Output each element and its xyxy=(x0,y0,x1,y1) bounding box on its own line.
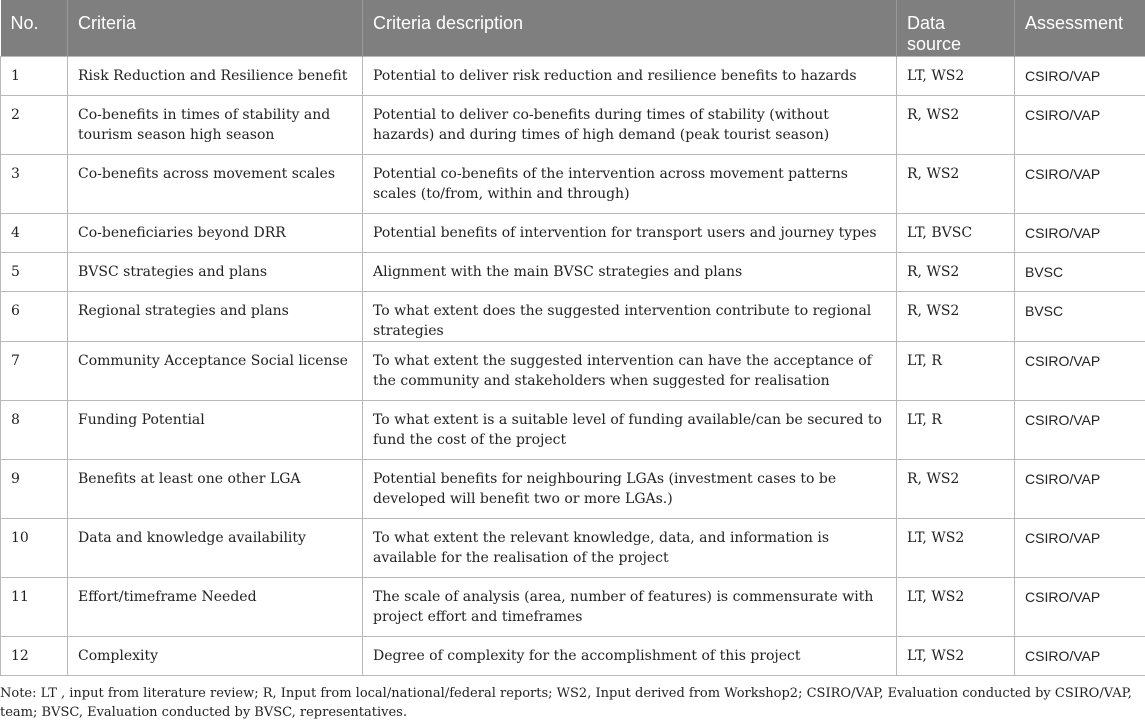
header-data-source: Data source xyxy=(897,0,1015,56)
cell-assessment: CSIRO/VAP xyxy=(1015,400,1145,459)
header-assessment: Assessment xyxy=(1015,0,1145,56)
cell-no: 11 xyxy=(1,577,68,636)
cell-no: 3 xyxy=(1,154,68,213)
table-row xyxy=(1,341,1145,400)
cell-data-source: R, WS2 xyxy=(897,459,1015,518)
cell-no: 6 xyxy=(1,291,68,341)
cell-data-source: R, WS2 xyxy=(897,154,1015,213)
cell-data-source: LT, WS2 xyxy=(897,56,1015,95)
cell-description: Potential co-benefits of the intervention across movement patterns scales (to/from, within and through) xyxy=(363,154,897,213)
table-row xyxy=(1,95,1145,154)
cell-no: 7 xyxy=(1,341,68,400)
header-no: No. xyxy=(1,0,68,56)
cell-description: The scale of analysis (area, number of features) is commensurate with project effort and timeframes xyxy=(363,577,897,636)
cell-criteria: Community Acceptance Social license xyxy=(68,341,363,400)
cell-assessment: CSIRO/VAP xyxy=(1015,341,1145,400)
cell-criteria: BVSC strategies and plans xyxy=(68,252,363,291)
header-criteria: Criteria xyxy=(68,0,363,56)
cell-no: 1 xyxy=(1,56,68,95)
cell-no: 2 xyxy=(1,95,68,154)
cell-criteria: Co-benefits across movement scales xyxy=(68,154,363,213)
header-criteria-description: Criteria description xyxy=(363,0,897,56)
cell-assessment: CSIRO/VAP xyxy=(1015,459,1145,518)
cell-criteria: Effort/timeframe Needed xyxy=(68,577,363,636)
table-row xyxy=(1,518,1145,577)
cell-criteria: Co-benefits in times of stability and tourism season high season xyxy=(68,95,363,154)
cell-criteria: Complexity xyxy=(68,636,363,675)
cell-description: Potential to deliver co-benefits during times of stability (without hazards) and during times of high demand (peak tourist season) xyxy=(363,95,897,154)
cell-no: 10 xyxy=(1,518,68,577)
cell-criteria: Risk Reduction and Resilience benefit xyxy=(68,56,363,95)
cell-criteria: Benefits at least one other LGA xyxy=(68,459,363,518)
table-row xyxy=(1,636,1145,675)
cell-description: To what extent does the suggested intervention contribute to regional strategies xyxy=(363,291,897,341)
cell-criteria: Data and knowledge availability xyxy=(68,518,363,577)
table-row xyxy=(1,252,1145,291)
table-header-row xyxy=(1,0,1145,56)
table-row xyxy=(1,154,1145,213)
cell-no: 8 xyxy=(1,400,68,459)
cell-description: Potential benefits for neighbouring LGAs (investment cases to be developed will benefit two or more LGAs.) xyxy=(363,459,897,518)
cell-description: To what extent is a suitable level of funding available/can be secured to fund the cost of the project xyxy=(363,400,897,459)
table-row xyxy=(1,400,1145,459)
cell-assessment: CSIRO/VAP xyxy=(1015,577,1145,636)
table-row xyxy=(1,459,1145,518)
cell-assessment: BVSC xyxy=(1015,252,1145,291)
cell-description: To what extent the suggested intervention can have the acceptance of the community and stakeholders when suggested for realisation xyxy=(363,341,897,400)
cell-assessment: CSIRO/VAP xyxy=(1015,213,1145,252)
table-row xyxy=(1,56,1145,95)
table-row xyxy=(1,213,1145,252)
cell-data-source: LT, R xyxy=(897,341,1015,400)
table-note: Note: LT , input from literature review; R, Input from local/national/federal reports; WS2, Input derived from Workshop2; CSIRO/VAP, Evaluation conducted by CSIRO/VAP, team; BVSC, Evaluation conducted by BVSC, representatives. xyxy=(0,686,1132,720)
cell-no: 4 xyxy=(1,213,68,252)
cell-data-source: LT, WS2 xyxy=(897,518,1015,577)
cell-description: Alignment with the main BVSC strategies and plans xyxy=(363,252,897,291)
cell-assessment: CSIRO/VAP xyxy=(1015,518,1145,577)
cell-no: 9 xyxy=(1,459,68,518)
cell-assessment: CSIRO/VAP xyxy=(1015,95,1145,154)
cell-criteria: Co-beneficiaries beyond DRR xyxy=(68,213,363,252)
cell-no: 5 xyxy=(1,252,68,291)
cell-data-source: LT, WS2 xyxy=(897,636,1015,675)
cell-data-source: LT, R xyxy=(897,400,1015,459)
cell-assessment: BVSC xyxy=(1015,291,1145,341)
cell-description: Potential benefits of intervention for transport users and journey types xyxy=(363,213,897,252)
cell-description: Potential to deliver risk reduction and resilience benefits to hazards xyxy=(363,56,897,95)
table-row xyxy=(1,291,1145,341)
cell-assessment: CSIRO/VAP xyxy=(1015,154,1145,213)
cell-no: 12 xyxy=(1,636,68,675)
cell-data-source: R, WS2 xyxy=(897,252,1015,291)
cell-data-source: LT, WS2 xyxy=(897,577,1015,636)
cell-description: To what extent the relevant knowledge, data, and information is available for the realisation of the project xyxy=(363,518,897,577)
cell-data-source: LT, BVSC xyxy=(897,213,1015,252)
cell-assessment: CSIRO/VAP xyxy=(1015,636,1145,675)
cell-criteria: Regional strategies and plans xyxy=(68,291,363,341)
cell-criteria: Funding Potential xyxy=(68,400,363,459)
table-row xyxy=(1,577,1145,636)
cell-data-source: R, WS2 xyxy=(897,291,1015,341)
cell-assessment: CSIRO/VAP xyxy=(1015,56,1145,95)
cell-description: Degree of complexity for the accomplishment of this project xyxy=(363,636,897,675)
cell-data-source: R, WS2 xyxy=(897,95,1015,154)
